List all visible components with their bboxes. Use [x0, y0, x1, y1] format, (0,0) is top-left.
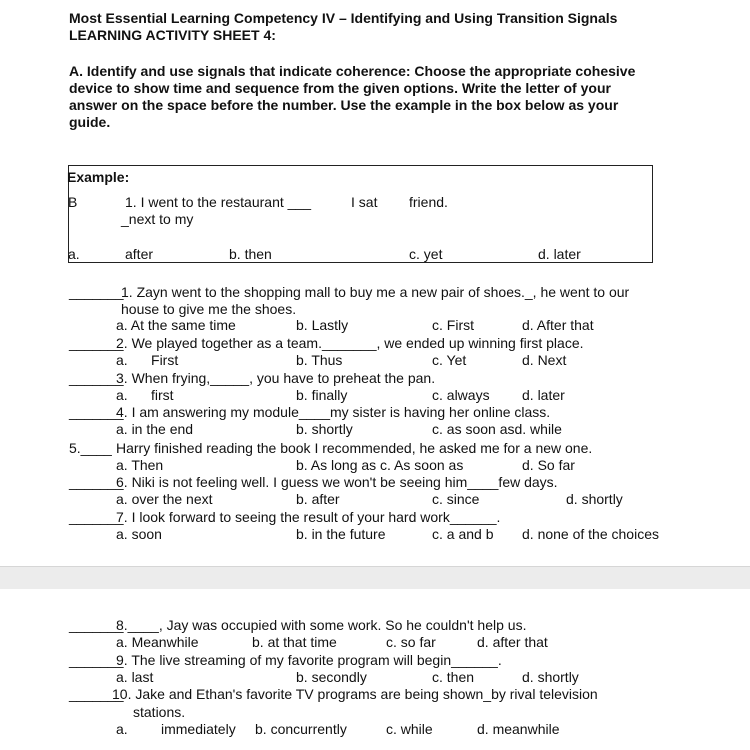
document-title: Most Essential Learning Competency IV – Identifying and Using Transition Signals — [69, 10, 618, 26]
q6-choice-a: a. over the next — [116, 491, 213, 507]
q6-choice-c: c. since — [432, 491, 480, 507]
example-choice-d: d. later — [538, 246, 581, 262]
answer-blank-9[interactable]: _______ — [69, 652, 124, 668]
question-7-text: 7. I look forward to seeing the result of your hard work______. — [116, 509, 501, 525]
answer-blank-5[interactable]: 5.____ — [69, 440, 112, 456]
example-choice-b: b. then — [229, 246, 272, 262]
instruction-line-2: device to show time and sequence from the given options. Write the letter of your — [69, 80, 611, 96]
instruction-line-4: guide. — [69, 114, 111, 130]
question-4-text: 4. I am answering my module____my sister is having her online class. — [116, 404, 551, 420]
q2-choice-d: d. Next — [522, 352, 567, 368]
q8-choice-b: b. at that time — [252, 634, 337, 650]
q7-choice-a: a. soon — [116, 526, 162, 542]
question-8-text: 8.____, Jay was occupied with some work. So he couldn't help us. — [116, 617, 527, 633]
q2-choice-c: c. Yet — [432, 352, 467, 368]
q6-choice-d: d. shortly — [566, 491, 623, 507]
question-9-text: 9. The live streaming of my favorite program will begin______. — [116, 652, 502, 668]
answer-blank-1[interactable]: _______ — [69, 284, 124, 300]
q3-choice-c: c. always — [432, 387, 490, 403]
q8-choice-d: d. after that — [477, 634, 548, 650]
answer-blank-2[interactable]: _______ — [69, 335, 124, 351]
q8-choice-c: c. so far — [386, 634, 436, 650]
question-5-text: Harry finished reading the book I recommended, he asked me for a new one. — [116, 440, 593, 456]
q2-choice-a: a. First — [116, 352, 179, 368]
question-2-text: 2. We played together as a team._______, we ended up winning first place. — [116, 335, 584, 351]
q1-choice-c: c. First — [432, 317, 474, 333]
question-3-text: 3. When frying,_____, you have to preheat the pan. — [116, 370, 436, 386]
q6-choice-b: b. after — [296, 491, 340, 507]
answer-blank-4[interactable]: _______ — [69, 404, 124, 420]
q3-choice-a: a. first — [116, 387, 174, 403]
q9-choice-c: c. then — [432, 669, 475, 685]
example-item-mid: I sat — [351, 194, 378, 210]
q9-choice-a: a. last — [116, 669, 154, 685]
q2-choice-b: b. Thus — [296, 352, 343, 368]
example-item: 1. I went to the restaurant ___ — [125, 194, 312, 210]
q10-choice-letter: a. — [116, 721, 128, 737]
page-separator — [0, 566, 750, 590]
example-item-end: friend. — [409, 194, 448, 210]
answer-blank-10[interactable]: _______ — [69, 686, 124, 702]
example-answer: B — [68, 194, 78, 210]
q1-choice-b: b. Lastly — [296, 317, 349, 333]
q9-choice-d: d. shortly — [522, 669, 579, 685]
q1-choice-a: a. At the same time — [116, 317, 236, 333]
q4-choice-b: b. shortly — [296, 421, 353, 437]
answer-blank-6[interactable]: _______ — [69, 474, 124, 490]
q5-choice-a: a. Then — [116, 457, 164, 473]
example-choice-c: c. yet — [409, 246, 443, 262]
q3-choice-b: b. finally — [296, 387, 348, 403]
q9-choice-b: b. secondly — [296, 669, 367, 685]
instruction-line-1: A. Identify and use signals that indicate coherence: Choose the appropriate cohesive — [69, 63, 636, 79]
question-6-text: 6. Niki is not feeling well. I guess we won't be seeing him____few days. — [116, 474, 558, 490]
worksheet-page-2 — [0, 589, 750, 750]
q4-choice-c: c. as soon asd. while — [432, 421, 562, 437]
q5-choice-d: d. So far — [522, 457, 575, 473]
q10-choice-b: b. concurrently — [255, 721, 347, 737]
question-10-text: 10. Jake and Ethan's favorite TV programs are being shown_by rival television — [112, 686, 598, 702]
q1-choice-d: d. After that — [522, 317, 594, 333]
question-1-text: 1. Zayn went to the shopping mall to buy me a new pair of shoes._, he went to our — [121, 284, 630, 300]
document-subtitle: LEARNING ACTIVITY SHEET 4: — [69, 27, 276, 43]
instruction-line-3: answer on the space before the number. Use the example in the box below as your — [69, 97, 619, 113]
example-label: Example: — [67, 169, 130, 185]
q8-choice-a: a. Meanwhile — [116, 634, 199, 650]
q5-choice-b: b. As long as c. As soon as — [296, 457, 464, 473]
answer-blank-8[interactable]: _______ — [69, 617, 124, 633]
q7-choice-b: b. in the future — [296, 526, 386, 542]
q10-choice-c: c. while — [386, 721, 433, 737]
q3-choice-d: d. later — [522, 387, 565, 403]
q7-choice-c: c. a and b — [432, 526, 494, 542]
example-item-line2: _next to my — [121, 211, 194, 227]
example-choice-letter: a. — [68, 246, 80, 262]
q4-choice-a: a. in the end — [116, 421, 194, 437]
question-1-text-line2: house to give me the shoes. — [121, 301, 297, 317]
question-10-text-line2: stations. — [133, 704, 186, 720]
answer-blank-3[interactable]: _______ — [69, 370, 124, 386]
answer-blank-7[interactable]: _______ — [69, 509, 124, 525]
q7-choice-d: d. none of the choices — [522, 526, 659, 542]
q10-choice-a: immediately — [161, 721, 236, 737]
example-choice-a: after — [125, 246, 154, 262]
q10-choice-d: d. meanwhile — [477, 721, 560, 737]
